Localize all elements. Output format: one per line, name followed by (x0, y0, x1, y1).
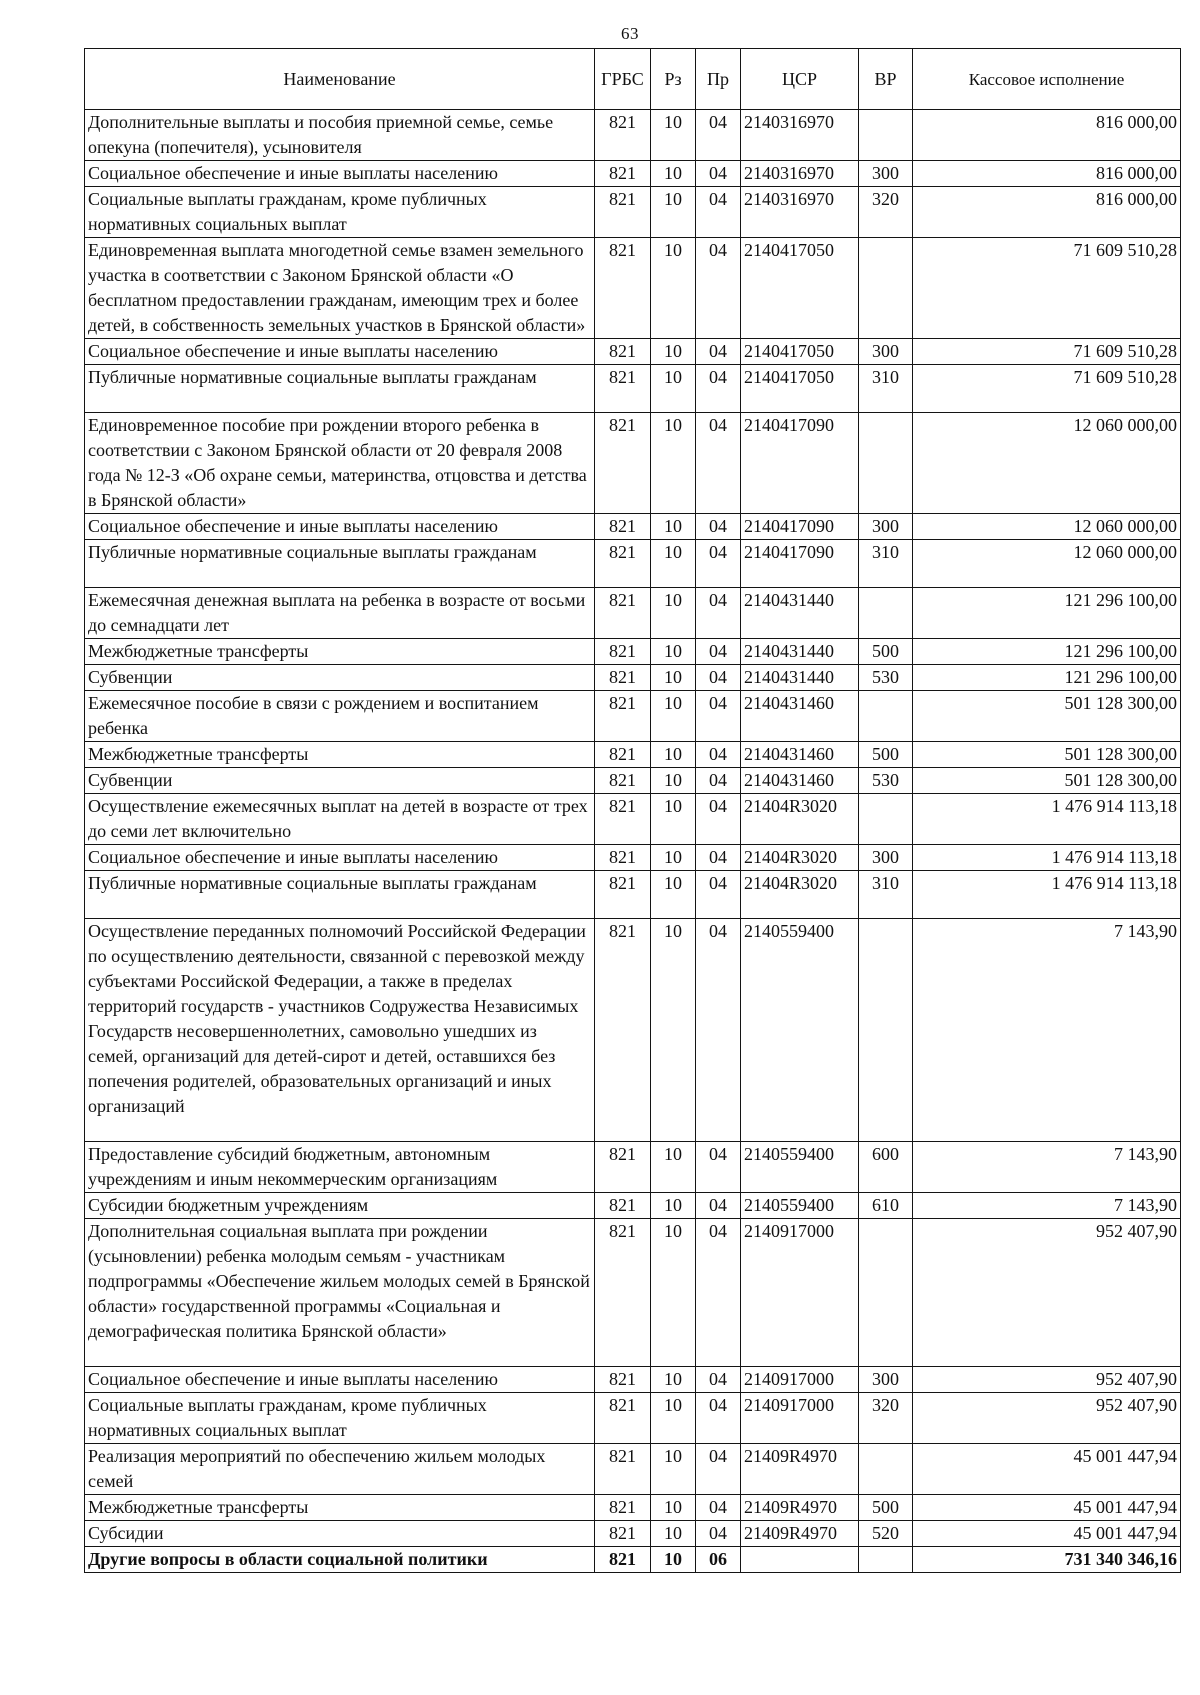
cell-vr: 300 (859, 845, 913, 871)
cell-rz: 10 (651, 665, 696, 691)
cell-name: Межбюджетные трансферты (85, 742, 595, 768)
cell-rz: 10 (651, 540, 696, 588)
table-row (85, 339, 1181, 365)
table-row (85, 1495, 1181, 1521)
cell-name: Социальные выплаты гражданам, кроме публичных нормативных социальных выплат (85, 1393, 595, 1444)
cell-csr: 2140316970 (741, 161, 859, 187)
cell-amount: 952 407,90 (913, 1367, 1181, 1393)
cell-amount: 501 128 300,00 (913, 691, 1181, 742)
cell-amount: 71 609 510,28 (913, 339, 1181, 365)
header-csr: ЦСР (741, 49, 859, 110)
cell-csr: 2140917000 (741, 1393, 859, 1444)
cell-vr (859, 588, 913, 639)
cell-amount: 1 476 914 113,18 (913, 871, 1181, 919)
cell-amount: 731 340 346,16 (913, 1547, 1181, 1573)
table-row (85, 1393, 1181, 1444)
cell-rz: 10 (651, 1495, 696, 1521)
cell-pr: 04 (696, 871, 741, 919)
table-row (85, 1521, 1181, 1547)
table-row (85, 1193, 1181, 1219)
cell-name: Социальные выплаты гражданам, кроме публичных нормативных социальных выплат (85, 187, 595, 238)
cell-csr: 2140417090 (741, 540, 859, 588)
cell-vr: 600 (859, 1142, 913, 1193)
cell-name: Ежемесячное пособие в связи с рождением и воспитанием ребенка (85, 691, 595, 742)
cell-csr: 21404R3020 (741, 845, 859, 871)
cell-csr: 2140917000 (741, 1219, 859, 1367)
cell-pr: 04 (696, 919, 741, 1142)
cell-pr: 04 (696, 691, 741, 742)
table-row (85, 665, 1181, 691)
table-row (85, 238, 1181, 339)
cell-amount: 816 000,00 (913, 187, 1181, 238)
cell-amount: 12 060 000,00 (913, 413, 1181, 514)
cell-vr (859, 238, 913, 339)
cell-name: Единовременное пособие при рождении второго ребенка в соответствии с Законом Брянской области от 20 февраля 2008 года № 12-З «Об охране семьи, материнства, отцовства и детства в Брянской области» (85, 413, 595, 514)
cell-pr: 04 (696, 1219, 741, 1367)
table-row (85, 768, 1181, 794)
cell-name: Осуществление ежемесячных выплат на детей в возрасте от трех до семи лет включительно (85, 794, 595, 845)
table-row (85, 187, 1181, 238)
cell-rz: 10 (651, 187, 696, 238)
cell-csr: 2140431460 (741, 691, 859, 742)
table-row (85, 639, 1181, 665)
table-row (85, 588, 1181, 639)
cell-amount: 71 609 510,28 (913, 238, 1181, 339)
cell-grbs: 821 (595, 1521, 651, 1547)
table-row (85, 161, 1181, 187)
cell-pr: 06 (696, 1547, 741, 1573)
cell-csr: 2140417090 (741, 514, 859, 540)
cell-grbs: 821 (595, 187, 651, 238)
cell-name: Социальное обеспечение и иные выплаты населению (85, 514, 595, 540)
cell-csr: 2140417050 (741, 339, 859, 365)
cell-pr: 04 (696, 1393, 741, 1444)
table-row (85, 919, 1181, 1142)
cell-amount: 45 001 447,94 (913, 1495, 1181, 1521)
cell-rz: 10 (651, 161, 696, 187)
cell-csr: 21404R3020 (741, 871, 859, 919)
cell-amount: 71 609 510,28 (913, 365, 1181, 413)
cell-rz: 10 (651, 1142, 696, 1193)
cell-csr: 2140431440 (741, 665, 859, 691)
cell-csr: 21409R4970 (741, 1495, 859, 1521)
cell-vr (859, 1444, 913, 1495)
cell-name: Публичные нормативные социальные выплаты гражданам (85, 540, 595, 588)
cell-rz: 10 (651, 1219, 696, 1367)
cell-name: Единовременная выплата многодетной семье взамен земельного участка в соответствии с Законом Брянской области «О бесплатном предоставлении гражданам, имеющим трех и более детей, в собственность земельных участков в Брянской области» (85, 238, 595, 339)
cell-rz: 10 (651, 339, 696, 365)
table-header-row (85, 49, 1181, 110)
cell-rz: 10 (651, 1193, 696, 1219)
cell-pr: 04 (696, 665, 741, 691)
cell-rz: 10 (651, 742, 696, 768)
cell-grbs: 821 (595, 919, 651, 1142)
cell-grbs: 821 (595, 742, 651, 768)
cell-grbs: 821 (595, 588, 651, 639)
cell-name: Социальное обеспечение и иные выплаты населению (85, 339, 595, 365)
cell-amount: 121 296 100,00 (913, 588, 1181, 639)
cell-grbs: 821 (595, 339, 651, 365)
cell-csr: 2140417090 (741, 413, 859, 514)
cell-vr: 300 (859, 339, 913, 365)
table-row (85, 365, 1181, 413)
cell-pr: 04 (696, 540, 741, 588)
cell-amount: 501 128 300,00 (913, 742, 1181, 768)
header-rz: Рз (651, 49, 696, 110)
cell-pr: 04 (696, 588, 741, 639)
cell-vr: 310 (859, 365, 913, 413)
table-row (85, 1444, 1181, 1495)
cell-grbs: 821 (595, 768, 651, 794)
cell-pr: 04 (696, 768, 741, 794)
cell-vr: 500 (859, 639, 913, 665)
cell-grbs: 821 (595, 1547, 651, 1573)
cell-vr (859, 919, 913, 1142)
cell-csr: 2140431440 (741, 639, 859, 665)
cell-amount: 45 001 447,94 (913, 1521, 1181, 1547)
cell-rz: 10 (651, 588, 696, 639)
cell-amount: 816 000,00 (913, 110, 1181, 161)
cell-name: Субвенции (85, 768, 595, 794)
cell-pr: 04 (696, 161, 741, 187)
cell-name: Межбюджетные трансферты (85, 1495, 595, 1521)
cell-vr: 610 (859, 1193, 913, 1219)
cell-grbs: 821 (595, 514, 651, 540)
cell-vr (859, 110, 913, 161)
cell-csr: 2140316970 (741, 110, 859, 161)
cell-grbs: 821 (595, 1495, 651, 1521)
cell-csr: 2140559400 (741, 1193, 859, 1219)
cell-name: Реализация мероприятий по обеспечению жильем молодых семей (85, 1444, 595, 1495)
cell-grbs: 821 (595, 639, 651, 665)
cell-csr: 21409R4970 (741, 1521, 859, 1547)
table-row (85, 1219, 1181, 1367)
cell-csr: 2140917000 (741, 1367, 859, 1393)
cell-amount: 121 296 100,00 (913, 665, 1181, 691)
cell-amount: 1 476 914 113,18 (913, 794, 1181, 845)
cell-rz: 10 (651, 768, 696, 794)
cell-csr: 2140417050 (741, 238, 859, 339)
cell-name: Предоставление субсидий бюджетным, автономным учреждениям и иным некоммерческим организациям (85, 1142, 595, 1193)
cell-name: Субсидии бюджетным учреждениям (85, 1193, 595, 1219)
cell-grbs: 821 (595, 161, 651, 187)
cell-amount: 7 143,90 (913, 919, 1181, 1142)
table-row (85, 794, 1181, 845)
cell-rz: 10 (651, 845, 696, 871)
table-row-total (85, 1547, 1181, 1573)
cell-grbs: 821 (595, 871, 651, 919)
page-number: 63 (621, 24, 639, 43)
cell-pr: 04 (696, 1521, 741, 1547)
cell-pr: 04 (696, 514, 741, 540)
cell-amount: 952 407,90 (913, 1393, 1181, 1444)
cell-amount: 816 000,00 (913, 161, 1181, 187)
table-row (85, 110, 1181, 161)
cell-name: Межбюджетные трансферты (85, 639, 595, 665)
cell-csr: 2140417050 (741, 365, 859, 413)
cell-vr: 500 (859, 742, 913, 768)
cell-pr: 04 (696, 794, 741, 845)
cell-grbs: 821 (595, 845, 651, 871)
cell-name: Дополнительные выплаты и пособия приемной семье, семье опекуна (попечителя), усыновителя (85, 110, 595, 161)
cell-rz: 10 (651, 110, 696, 161)
cell-name: Ежемесячная денежная выплата на ребенка в возрасте от восьми до семнадцати лет (85, 588, 595, 639)
cell-grbs: 821 (595, 1193, 651, 1219)
cell-pr: 04 (696, 238, 741, 339)
header-pr: Пр (696, 49, 741, 110)
cell-pr: 04 (696, 1495, 741, 1521)
cell-amount: 12 060 000,00 (913, 540, 1181, 588)
cell-rz: 10 (651, 413, 696, 514)
cell-vr: 320 (859, 187, 913, 238)
cell-vr: 310 (859, 540, 913, 588)
cell-rz: 10 (651, 1393, 696, 1444)
cell-grbs: 821 (595, 1393, 651, 1444)
cell-vr: 500 (859, 1495, 913, 1521)
header-amount: Кассовое исполнение (913, 49, 1181, 110)
table-row (85, 742, 1181, 768)
cell-grbs: 821 (595, 1219, 651, 1367)
cell-grbs: 821 (595, 110, 651, 161)
cell-rz: 10 (651, 1521, 696, 1547)
cell-rz: 10 (651, 691, 696, 742)
cell-csr: 2140559400 (741, 1142, 859, 1193)
cell-grbs: 821 (595, 691, 651, 742)
cell-amount: 121 296 100,00 (913, 639, 1181, 665)
cell-vr (859, 1219, 913, 1367)
cell-name: Осуществление переданных полномочий Российской Федерации по осуществлению деятельности, связанной с перевозкой между субъектами Российской Федерации, а также в пределах территорий государств - участников Содружества Независимых Государств несовершеннолетних, самовольно ушедших из семей, организаций для детей-сирот и детей, оставшихся без попечения родителей, образовательных организаций и иных организаций (85, 919, 595, 1142)
cell-grbs: 821 (595, 665, 651, 691)
cell-vr: 310 (859, 871, 913, 919)
cell-vr: 530 (859, 665, 913, 691)
cell-name: Субвенции (85, 665, 595, 691)
cell-grbs: 821 (595, 365, 651, 413)
cell-rz: 10 (651, 1444, 696, 1495)
cell-csr (741, 1547, 859, 1573)
table-row (85, 871, 1181, 919)
cell-grbs: 821 (595, 238, 651, 339)
cell-amount: 7 143,90 (913, 1193, 1181, 1219)
cell-csr: 2140431460 (741, 742, 859, 768)
cell-name: Другие вопросы в области социальной политики (85, 1547, 595, 1573)
cell-vr: 300 (859, 161, 913, 187)
cell-rz: 10 (651, 794, 696, 845)
cell-name: Субсидии (85, 1521, 595, 1547)
cell-rz: 10 (651, 365, 696, 413)
cell-pr: 04 (696, 339, 741, 365)
cell-vr (859, 1547, 913, 1573)
cell-rz: 10 (651, 514, 696, 540)
cell-amount: 1 476 914 113,18 (913, 845, 1181, 871)
cell-pr: 04 (696, 1444, 741, 1495)
cell-rz: 10 (651, 639, 696, 665)
cell-amount: 952 407,90 (913, 1219, 1181, 1367)
cell-pr: 04 (696, 1142, 741, 1193)
cell-grbs: 821 (595, 1444, 651, 1495)
table-row (85, 540, 1181, 588)
table-row (85, 1142, 1181, 1193)
cell-name: Социальное обеспечение и иные выплаты населению (85, 845, 595, 871)
cell-csr: 2140559400 (741, 919, 859, 1142)
cell-rz: 10 (651, 238, 696, 339)
cell-name: Публичные нормативные социальные выплаты гражданам (85, 365, 595, 413)
header-name: Наименование (85, 49, 595, 110)
cell-rz: 10 (651, 871, 696, 919)
table-row (85, 845, 1181, 871)
cell-vr (859, 413, 913, 514)
cell-vr: 520 (859, 1521, 913, 1547)
cell-grbs: 821 (595, 1367, 651, 1393)
table-row (85, 691, 1181, 742)
cell-pr: 04 (696, 845, 741, 871)
cell-grbs: 821 (595, 413, 651, 514)
cell-vr (859, 691, 913, 742)
cell-name: Дополнительная социальная выплата при рождении (усыновлении) ребенка молодым семьям - участникам подпрограммы «Обеспечение жильем молодых семей в Брянской области» государственной программы «Социальная и демографическая политика Брянской области» (85, 1219, 595, 1367)
table-row (85, 1367, 1181, 1393)
cell-name: Социальное обеспечение и иные выплаты населению (85, 1367, 595, 1393)
cell-vr: 530 (859, 768, 913, 794)
cell-csr: 2140431440 (741, 588, 859, 639)
cell-csr: 21409R4970 (741, 1444, 859, 1495)
cell-pr: 04 (696, 110, 741, 161)
cell-grbs: 821 (595, 540, 651, 588)
cell-pr: 04 (696, 639, 741, 665)
cell-grbs: 821 (595, 1142, 651, 1193)
cell-vr: 300 (859, 1367, 913, 1393)
cell-vr: 300 (859, 514, 913, 540)
cell-pr: 04 (696, 742, 741, 768)
cell-rz: 10 (651, 919, 696, 1142)
cell-vr: 320 (859, 1393, 913, 1444)
cell-rz: 10 (651, 1367, 696, 1393)
cell-amount: 501 128 300,00 (913, 768, 1181, 794)
header-grbs: ГРБС (595, 49, 651, 110)
cell-grbs: 821 (595, 794, 651, 845)
cell-amount: 12 060 000,00 (913, 514, 1181, 540)
cell-pr: 04 (696, 187, 741, 238)
cell-pr: 04 (696, 413, 741, 514)
table-row (85, 413, 1181, 514)
cell-pr: 04 (696, 1193, 741, 1219)
cell-pr: 04 (696, 365, 741, 413)
cell-pr: 04 (696, 1367, 741, 1393)
cell-vr (859, 794, 913, 845)
table-row (85, 514, 1181, 540)
cell-csr: 2140431460 (741, 768, 859, 794)
cell-amount: 7 143,90 (913, 1142, 1181, 1193)
cell-rz: 10 (651, 1547, 696, 1573)
budget-execution-table (84, 48, 1181, 1573)
cell-name: Публичные нормативные социальные выплаты гражданам (85, 871, 595, 919)
header-vr: ВР (859, 49, 913, 110)
cell-amount: 45 001 447,94 (913, 1444, 1181, 1495)
cell-csr: 21404R3020 (741, 794, 859, 845)
cell-name: Социальное обеспечение и иные выплаты населению (85, 161, 595, 187)
cell-csr: 2140316970 (741, 187, 859, 238)
